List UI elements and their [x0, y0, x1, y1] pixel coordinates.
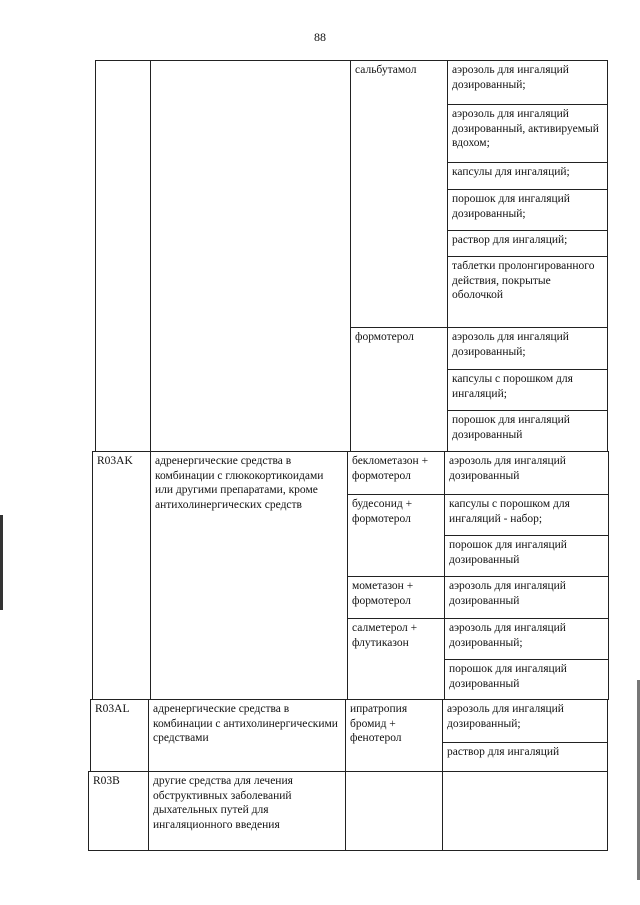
drug-cell: будесонид + формотерол: [347, 494, 445, 577]
drug-cell: сальбутамол: [350, 60, 448, 328]
group-cell: [150, 60, 351, 452]
dosage-form-cell: аэрозоль для ингаляций дозированный, активируемый вдохом;: [447, 104, 608, 163]
drug-cell: [345, 771, 443, 851]
atc-code-cell: R03AL: [90, 699, 149, 772]
dosage-form-cell: [442, 771, 608, 851]
code-cell: [95, 60, 151, 452]
drug-cell: ипратропия бромид + фенотерол: [345, 699, 443, 772]
dosage-form-cell: порошок для ингаляций дозированный: [444, 659, 609, 700]
dosage-form-cell: аэрозоль для ингаляций дозированный;: [444, 618, 609, 660]
drug-cell: формотерол: [350, 327, 448, 452]
dosage-form-cell: аэрозоль для ингаляций дозированный;: [447, 327, 608, 370]
dosage-form-cell: порошок для ингаляций дозированный;: [447, 189, 608, 231]
group-cell: адренергические средства в комбинации с глюкокортикоидами или другими препаратами, кроме антихолинергических средств: [150, 451, 348, 700]
scan-edge-mark: [0, 515, 3, 610]
dosage-form-cell: раствор для ингаляций: [442, 742, 608, 772]
dosage-form-cell: капсулы с порошком для ингаляций - набор;: [444, 494, 609, 536]
page-number: 88: [314, 30, 326, 44]
dosage-form-cell: аэрозоль для ингаляций дозированный;: [447, 60, 608, 105]
drug-cell: мометазон + формотерол: [347, 576, 445, 619]
group-cell: другие средства для лечения обструктивных заболеваний дыхательных путей для ингаляционного введения: [148, 771, 346, 851]
dosage-form-cell: аэрозоль для ингаляций дозированный;: [442, 699, 608, 743]
dosage-form-cell: таблетки пролонгированного действия, покрытые оболочкой: [447, 256, 608, 328]
dosage-form-cell: порошок для ингаляций дозированный: [444, 535, 609, 577]
dosage-form-cell: капсулы с порошком для ингаляций;: [447, 369, 608, 411]
atc-code-cell: R03AK: [92, 451, 151, 700]
atc-code-cell: R03B: [88, 771, 149, 851]
drug-cell: беклометазон + формотерол: [347, 451, 445, 495]
dosage-form-cell: раствор для ингаляций;: [447, 230, 608, 257]
dosage-form-cell: капсулы для ингаляций;: [447, 162, 608, 190]
group-cell: адренергические средства в комбинации с антихолинергическими средствами: [148, 699, 346, 772]
drug-cell: салметерол + флутиказон: [347, 618, 445, 700]
dosage-form-cell: аэрозоль для ингаляций дозированный: [444, 576, 609, 619]
dosage-form-cell: порошок для ингаляций дозированный: [447, 410, 608, 452]
dosage-form-cell: аэрозоль для ингаляций дозированный: [444, 451, 609, 495]
